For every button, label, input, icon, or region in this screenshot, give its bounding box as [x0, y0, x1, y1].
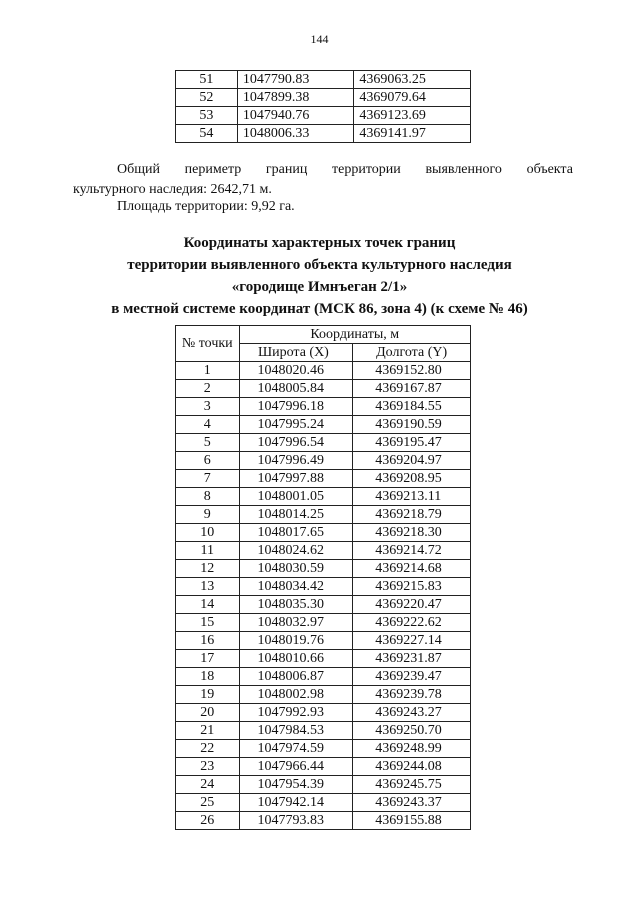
point-number-cell: 13 [176, 578, 240, 596]
table-row [176, 452, 471, 470]
latitude-cell: 1048005.84 [239, 380, 353, 398]
point-number-cell: 7 [176, 470, 240, 488]
table-row [176, 434, 471, 452]
table-row [176, 398, 471, 416]
latitude-cell: 1048024.62 [239, 542, 353, 560]
latitude-cell: 1047974.59 [239, 740, 353, 758]
longitude-cell: 4369213.11 [353, 488, 471, 506]
latitude-cell: 1047996.18 [239, 398, 353, 416]
longitude-cell: 4369245.75 [353, 776, 471, 794]
latitude-cell: 1048002.98 [239, 686, 353, 704]
point-number-cell: 24 [176, 776, 240, 794]
table-row [176, 596, 471, 614]
table-row [176, 776, 471, 794]
table-row [176, 380, 471, 398]
latitude-cell: 1047995.24 [239, 416, 353, 434]
table-row [176, 488, 471, 506]
longitude-cell: 4369063.25 [354, 71, 471, 89]
coordinates-header: Координаты, м [239, 326, 470, 344]
perimeter-word: периметр [184, 162, 242, 177]
latitude-cell: 1048017.65 [239, 524, 353, 542]
point-number-cell: 54 [176, 125, 238, 143]
point-number-cell: 3 [176, 398, 240, 416]
point-number-cell: 25 [176, 794, 240, 812]
heading-line-4: в местной системе координат (МСК 86, зона 4) (к схеме № 46) [111, 301, 528, 317]
longitude-cell: 4369248.99 [353, 740, 471, 758]
latitude-cell: 1047992.93 [239, 704, 353, 722]
table-row [176, 722, 471, 740]
point-number-cell: 9 [176, 506, 240, 524]
perimeter-paragraph [73, 160, 573, 200]
table-row [176, 812, 471, 830]
longitude-cell: 4369204.97 [353, 452, 471, 470]
point-number-cell: 18 [176, 668, 240, 686]
longitude-cell: 4369250.70 [353, 722, 471, 740]
latitude-cell: 1047899.38 [237, 89, 354, 107]
longitude-cell: 4369079.64 [354, 89, 471, 107]
table-row [176, 470, 471, 488]
longitude-cell: 4369227.14 [353, 632, 471, 650]
longitude-cell: 4369141.97 [354, 125, 471, 143]
table-row [176, 578, 471, 596]
table-row [176, 740, 471, 758]
point-number-header: № точки [176, 326, 240, 362]
longitude-cell: 4369152.80 [353, 362, 471, 380]
table-row [176, 758, 471, 776]
longitude-cell: 4369222.62 [353, 614, 471, 632]
table-row [176, 416, 471, 434]
longitude-header: Долгота (Y) [353, 344, 471, 362]
perimeter-word: границ [265, 162, 308, 177]
point-number-cell: 23 [176, 758, 240, 776]
page-number: 144 [310, 32, 329, 46]
point-number-cell: 20 [176, 704, 240, 722]
perimeter-word: Общий [117, 162, 160, 177]
table-row [176, 650, 471, 668]
longitude-cell: 4369243.37 [353, 794, 471, 812]
longitude-cell: 4369195.47 [353, 434, 471, 452]
table-row [176, 524, 471, 542]
point-number-cell: 10 [176, 524, 240, 542]
table-row [176, 632, 471, 650]
longitude-cell: 4369123.69 [354, 107, 471, 125]
table-row [176, 362, 471, 380]
longitude-cell: 4369239.47 [353, 668, 471, 686]
latitude-cell: 1048014.25 [239, 506, 353, 524]
longitude-cell: 4369243.27 [353, 704, 471, 722]
longitude-cell: 4369220.47 [353, 596, 471, 614]
point-number-cell: 52 [176, 89, 238, 107]
perimeter-word: территории [332, 162, 401, 177]
longitude-cell: 4369214.68 [353, 560, 471, 578]
table-row [176, 614, 471, 632]
latitude-cell: 1047984.53 [239, 722, 353, 740]
point-number-cell: 16 [176, 632, 240, 650]
main-coordinates-table [175, 325, 471, 830]
table-row [176, 506, 471, 524]
table-row [176, 89, 471, 107]
point-number-cell: 12 [176, 560, 240, 578]
latitude-cell: 1048035.30 [239, 596, 353, 614]
point-number-cell: 19 [176, 686, 240, 704]
top-coordinates-table [175, 70, 471, 143]
latitude-cell: 1047793.83 [239, 812, 353, 830]
longitude-cell: 4369215.83 [353, 578, 471, 596]
header-row [176, 326, 471, 344]
latitude-cell: 1048001.05 [239, 488, 353, 506]
table-row [176, 686, 471, 704]
latitude-cell: 1047997.88 [239, 470, 353, 488]
latitude-cell: 1048034.42 [239, 578, 353, 596]
longitude-cell: 4369244.08 [353, 758, 471, 776]
table-row [176, 125, 471, 143]
latitude-cell: 1047954.39 [239, 776, 353, 794]
latitude-header: Широта (X) [239, 344, 353, 362]
latitude-cell: 1047996.54 [239, 434, 353, 452]
latitude-cell: 1048032.97 [239, 614, 353, 632]
point-number-cell: 22 [176, 740, 240, 758]
latitude-cell: 1048006.87 [239, 668, 353, 686]
longitude-cell: 4369231.87 [353, 650, 471, 668]
latitude-cell: 1047940.76 [237, 107, 354, 125]
table-row [176, 542, 471, 560]
longitude-cell: 4369190.59 [353, 416, 471, 434]
perimeter-line-2: культурного наследия: 2642,71 м. [73, 182, 272, 197]
point-number-cell: 15 [176, 614, 240, 632]
longitude-cell: 4369218.79 [353, 506, 471, 524]
point-number-cell: 51 [176, 71, 238, 89]
latitude-cell: 1048010.66 [239, 650, 353, 668]
longitude-cell: 4369184.55 [353, 398, 471, 416]
heading-line-2: территории выявленного объекта культурного наследия [127, 257, 512, 273]
point-number-cell: 11 [176, 542, 240, 560]
table-row [176, 704, 471, 722]
longitude-cell: 4369218.30 [353, 524, 471, 542]
point-number-cell: 2 [176, 380, 240, 398]
point-number-cell: 4 [176, 416, 240, 434]
point-number-cell: 14 [176, 596, 240, 614]
latitude-cell: 1047942.14 [239, 794, 353, 812]
point-number-cell: 26 [176, 812, 240, 830]
latitude-cell: 1047966.44 [239, 758, 353, 776]
table-row [176, 71, 471, 89]
longitude-cell: 4369208.95 [353, 470, 471, 488]
point-number-cell: 53 [176, 107, 238, 125]
table-row [176, 668, 471, 686]
point-number-cell: 8 [176, 488, 240, 506]
area-paragraph: Площадь территории: 9,92 га. [117, 199, 295, 214]
latitude-cell: 1047790.83 [237, 71, 354, 89]
table-row [176, 794, 471, 812]
latitude-cell: 1048020.46 [239, 362, 353, 380]
table-row [176, 560, 471, 578]
latitude-cell: 1048030.59 [239, 560, 353, 578]
perimeter-word: объекта [526, 162, 573, 177]
heading-line-3: «городище Имнъеган 2/1» [231, 279, 408, 295]
longitude-cell: 4369155.88 [353, 812, 471, 830]
perimeter-line-1 [73, 160, 573, 180]
longitude-cell: 4369167.87 [353, 380, 471, 398]
latitude-cell: 1048006.33 [237, 125, 354, 143]
heading-line-1: Координаты характерных точек границ [183, 235, 456, 251]
point-number-cell: 6 [176, 452, 240, 470]
latitude-cell: 1048019.76 [239, 632, 353, 650]
longitude-cell: 4369239.78 [353, 686, 471, 704]
point-number-cell: 1 [176, 362, 240, 380]
perimeter-word: выявленного [425, 162, 502, 177]
latitude-cell: 1047996.49 [239, 452, 353, 470]
table-heading [0, 232, 639, 320]
table-row [176, 107, 471, 125]
point-number-cell: 17 [176, 650, 240, 668]
longitude-cell: 4369214.72 [353, 542, 471, 560]
point-number-cell: 5 [176, 434, 240, 452]
point-number-cell: 21 [176, 722, 240, 740]
